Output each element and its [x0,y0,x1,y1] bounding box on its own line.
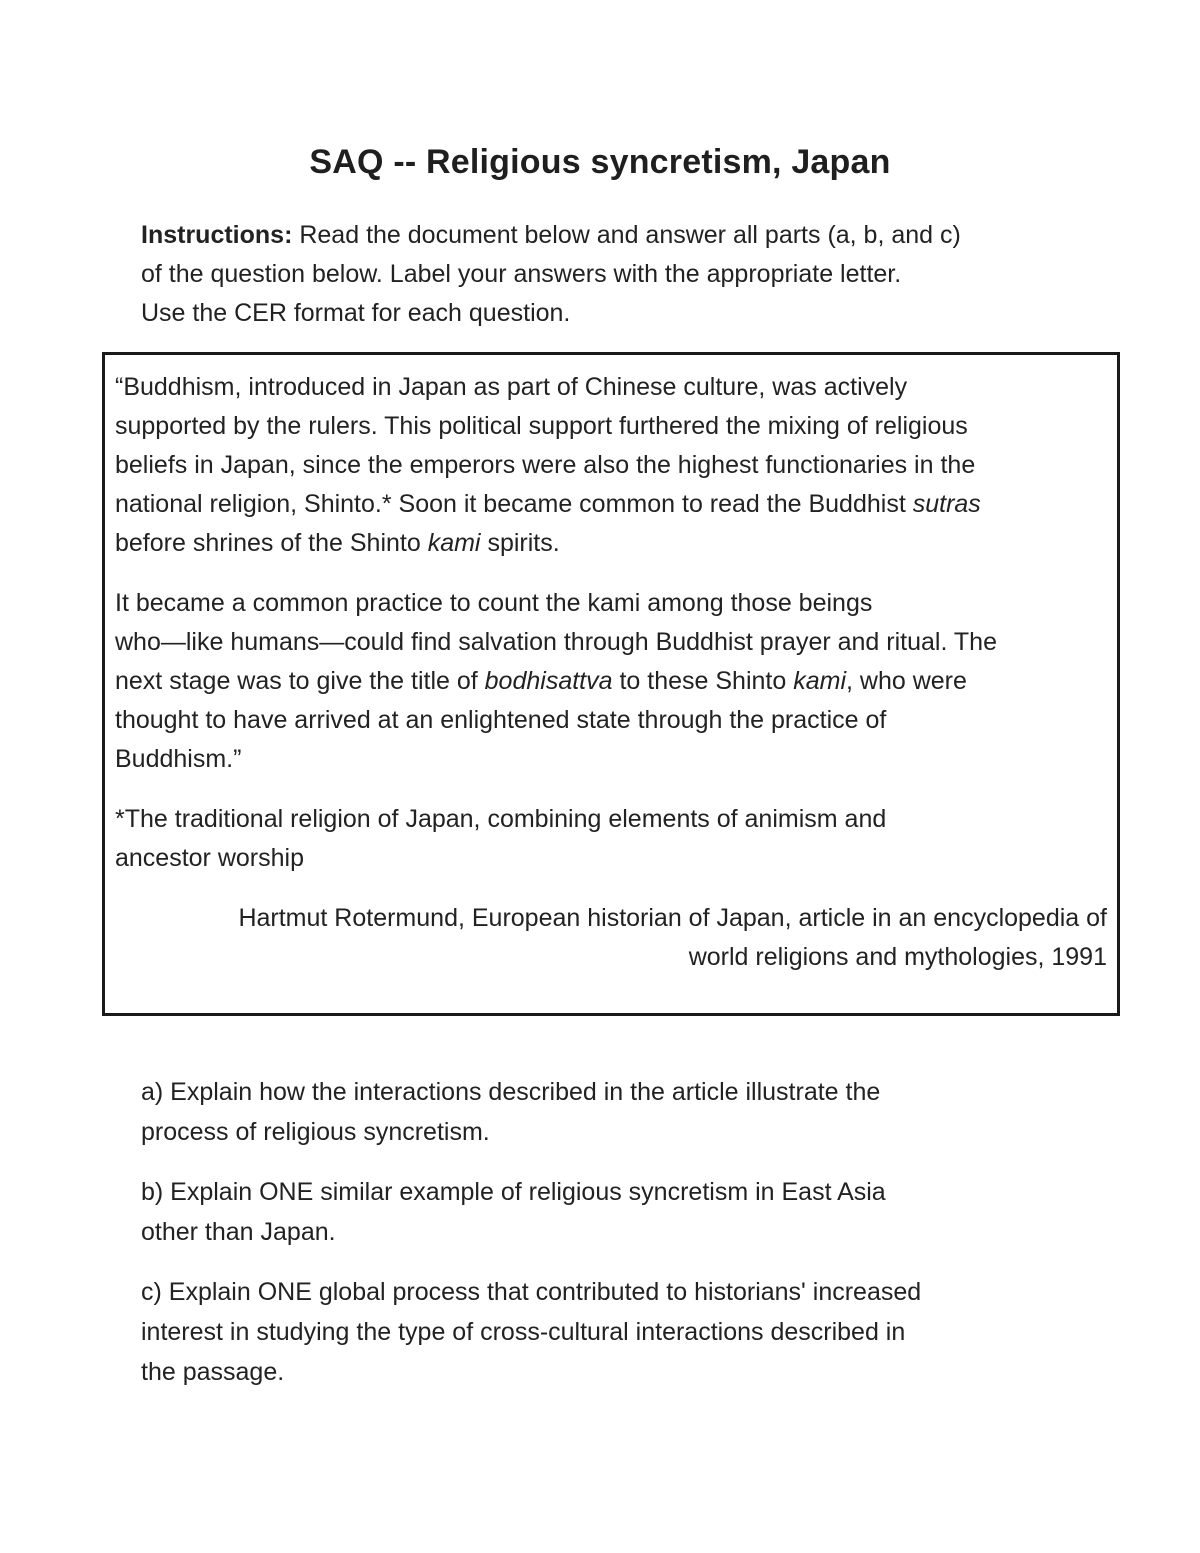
term-kami: kami [427,529,481,557]
document-p2-line-1: It became a common practice to count the kami among those beings [115,589,873,617]
question-b-line-2: other than Japan. [141,1218,336,1246]
question-c [141,1272,1101,1392]
document-p1-line-5-text-a: before shrines of the Shinto [115,529,428,557]
document-p2-line-5: Buddhism.” [115,745,242,773]
document-p2-line-3-text-a: next stage was to give the title of [115,667,485,695]
citation-line-1: Hartmut Rotermund, European historian of Japan, article in an encyclopedia of [238,904,1107,932]
question-b-line-1: b) Explain ONE similar example of religious syncretism in East Asia [141,1178,886,1206]
document-paragraph-1 [115,368,1109,563]
footnote-line-1: *The traditional religion of Japan, combining elements of animism and [115,805,887,833]
term-sutras: sutras [912,490,981,518]
document-p1-line-3: beliefs in Japan, since the emperors were also the highest functionaries in the [115,451,976,479]
document-p1-line-4-text: national religion, Shinto.* Soon it became common to read the Buddhist [115,490,913,518]
question-c-line-2: interest in studying the type of cross-cultural interactions described in [141,1318,906,1346]
question-a-line-1: a) Explain how the interactions described in the article illustrate the [141,1078,881,1106]
instructions [141,216,1101,333]
document-p2-line-2: who—like humans—could find salvation through Buddhist prayer and ritual. The [115,628,997,656]
page-title: SAQ -- Religious syncretism, Japan [309,143,891,181]
document-footnote [115,800,1109,878]
source-document-text [115,368,1109,977]
document-p2-line-4: thought to have arrived at an enlightened state through the practice of [115,706,887,734]
source-document-box [102,352,1120,1016]
term-kami-2: kami [793,667,847,695]
question-list [141,1072,1101,1412]
instructions-line-3: Use the CER format for each question. [141,299,571,327]
question-a [141,1072,1101,1152]
document-paragraph-2 [115,584,1109,779]
question-c-line-3: the passage. [141,1358,285,1386]
document-p2-line-3-text-b: to these Shinto [612,667,794,695]
term-bodhisattva: bodhisattva [484,667,613,695]
question-a-line-2: process of religious syncretism. [141,1118,490,1146]
document-p1-line-5 [115,524,1109,563]
instructions-label: Instructions: [141,221,293,249]
instructions-text-1: Read the document below and answer all parts (a, b, and c) [292,221,961,249]
document-p2-line-3-text-c: , who were [846,667,967,695]
footnote-line-2: ancestor worship [115,844,304,872]
document-citation [115,899,1109,977]
citation-line-2: world religions and mythologies, 1991 [688,943,1107,971]
question-c-line-1: c) Explain ONE global process that contributed to historians' increased [141,1278,922,1306]
document-p1-line-2: supported by the rulers. This political support furthered the mixing of religious [115,412,968,440]
instructions-line-2: of the question below. Label your answers with the appropriate letter. [141,260,902,288]
document-p2-line-3 [115,662,1109,701]
document-p1-line-4 [115,485,1109,524]
document-p1-line-1: “Buddhism, introduced in Japan as part of Chinese culture, was actively [115,373,908,401]
document-p1-line-5-text-b: spirits. [480,529,560,557]
instructions-line-1 [141,216,1101,255]
question-b [141,1172,1101,1252]
